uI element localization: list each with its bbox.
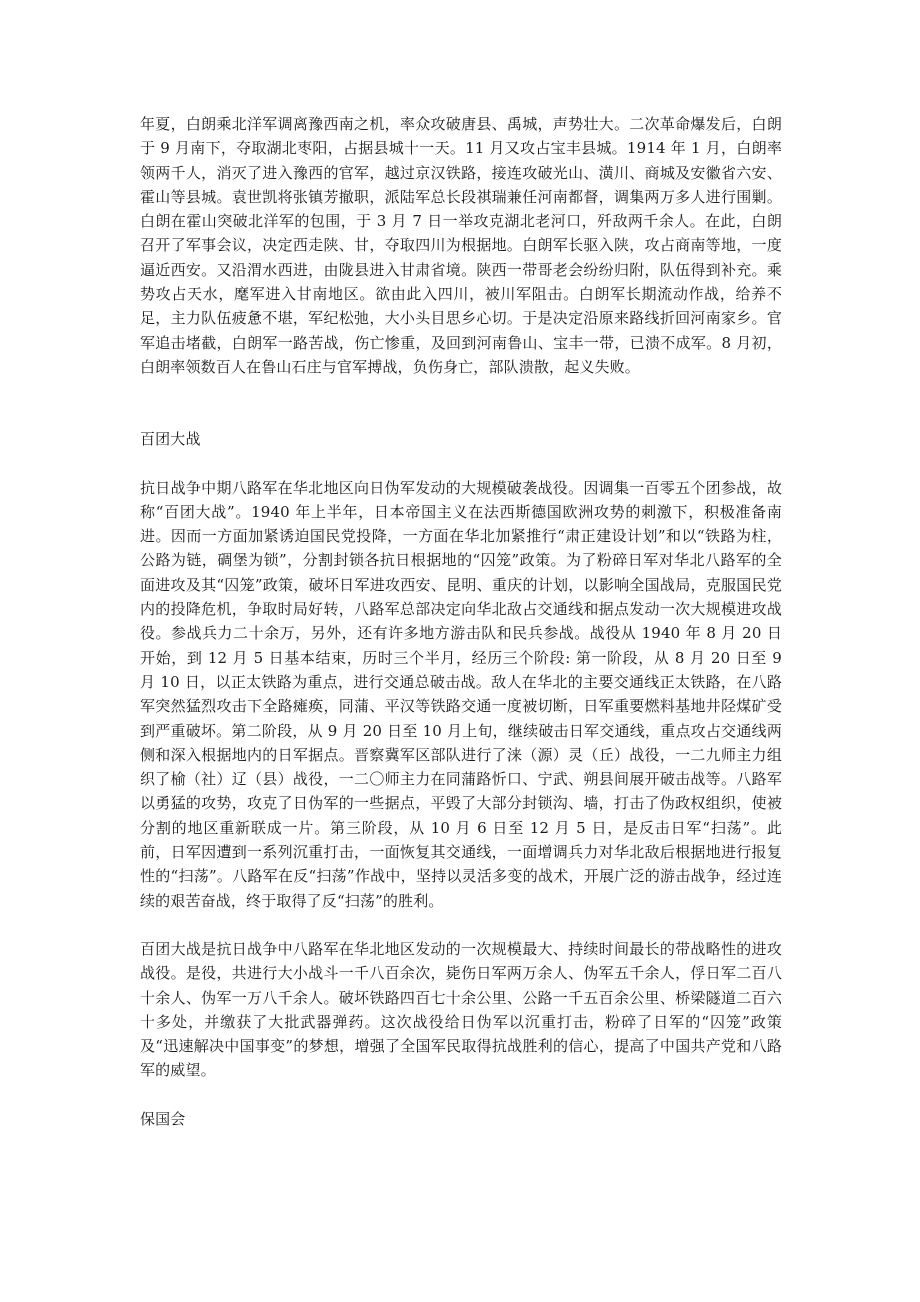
paragraph-bailang-uprising: 年夏，白朗乘北洋军调离豫西南之机，率众攻破唐县、禹城，声势壮大。二次革命爆发后，白朗于 9 月南下，夺取湖北枣阳，占据县城十一天。11 月又攻占宝丰县城。1914 年 1 月，白朗率领两千人，消灭了进入豫西的官军，越过京汉铁路，接连攻破光山、潢川、商城及安徽省六安、霍山等县城。袁世凯将张镇芳撤职，派陆军总长段祺瑞兼任河南都督，调集两万多人进行围剿。白朗在霍山突破北洋军的包围，于 3 月 7 日一举攻克湖北老河口，歼敌两千余人。在此，白朗召开了军事会议，决定西走陕、甘，夺取四川为根据地。白朗军长驱入陕，攻占商南等地，一度逼近西安。又沿渭水西进，由陇县进入甘肃省境。陕西一带哥老会纷纷归附，队伍得到补充。乘势攻占天水，麾军进入甘南地区。欲由此入四川，被川军阻击。白朗军长期流动作战，给养不足，主力队伍疲惫不堪，军纪松弛，大小头目思乡心切。于是决定沿原来路线折回河南家乡。官军追击堵截，白朗军一路苦战，伤亡惨重，及回到河南鲁山、宝丰一带，已溃不成军。8 月初，白朗率领数百人在鲁山石庄与官军搏战，负伤身亡，部队溃散，起义失败。 [140,115,782,376]
paragraph-baituan-overview: 抗日战争中期八路军在华北地区向日伪军发动的大规模破袭战役。因调集一百零五个团参战，故称“百团大战”。1940 年上半年，日本帝国主义在法西斯德国欧洲攻势的刺激下，积极准备南进。因而一方面加紧诱迫国民党投降，一方面在华北加紧推行“肃正建设计划”和以“铁路为柱，公路为链，碉堡为锁”，分割封锁各抗日根据地的“囚笼”政策。为了粉碎日军对华北八路军的全面进攻及其“囚笼”政策，破坏日军进攻西安、昆明、重庆的计划，以影响全国战局，克服国民党内的投降危机，争取时局好转，八路军总部决定向华北敌占交通线和据点发动一次大规模进攻战役。参战兵力二十余万，另外，还有许多地方游击队和民兵参战。战役从 1940 年 8 月 20 日开始，到 12 月 5 日基本结束，历时三个半月，经历三个阶段: 第一阶段，从 8 月 20 日至 9 月 10 日，以正太铁路为重点，进行交通总破击战。敌人在华北的主要交通线正太铁路，在八路军突然猛烈攻击下全路瘫痪，同蒲、平汉等铁路交通一度被切断，日军重要燃料基地井陉煤矿受到严重破坏。第二阶段，从 9 月 20 日至 10 月上旬，继续破击日军交通线，重点攻占交通线两侧和深入根据地内的日军据点。晋察冀军区部队进行了涞（源）灵（丘）战役，一二九师主力组织了榆（社）辽（县）战役，一二〇师主力在同蒲路忻口、宁武、朔县间展开破击战等。八路军以勇猛的攻势，攻克了日伪军的一些据点，平毁了大部分封锁沟、墙，打击了伪政权组织，使被分割的地区重新联成一片。第三阶段，从 10 月 6 日至 12 月 5 日，是反击日军“扫荡”。此前，日军因遭到一系列沉重打击，一面恢复其交通线，一面增调兵力对华北敌后根据地进行报复性的“扫荡”。八路军在反“扫荡”作战中，坚持以灵活多变的战术，开展广泛的游击战争，经过连续的艰苦奋战，终于取得了反“扫荡”的胜利。 [140,478,782,910]
section-heading-baoguohui: 保国会 [140,1109,186,1128]
section-heading-baituan: 百团大战 [140,430,201,449]
document-body [140,112,782,1131]
paragraph-baituan-significance: 百团大战是抗日战争中八路军在华北地区发动的一次规模最大、持续时间最长的带战略性的进攻战役。是役，共进行大小战斗一千八百余次，毙伤日军两万余人、伪军五千余人，俘日军二百八十余人、伪军一万八千余人。破坏铁路四百七十余公里、公路一千五百余公里、桥梁隧道二百六十多处，并缴获了大批武器弹药。这次战役给日伪军以沉重打击，粉碎了日军的“囚笼”政策及“迅速解决中国事变”的梦想，增强了全国军民取得抗战胜利的信心，提高了中国共产党和八路军的威望。 [140,939,782,1080]
